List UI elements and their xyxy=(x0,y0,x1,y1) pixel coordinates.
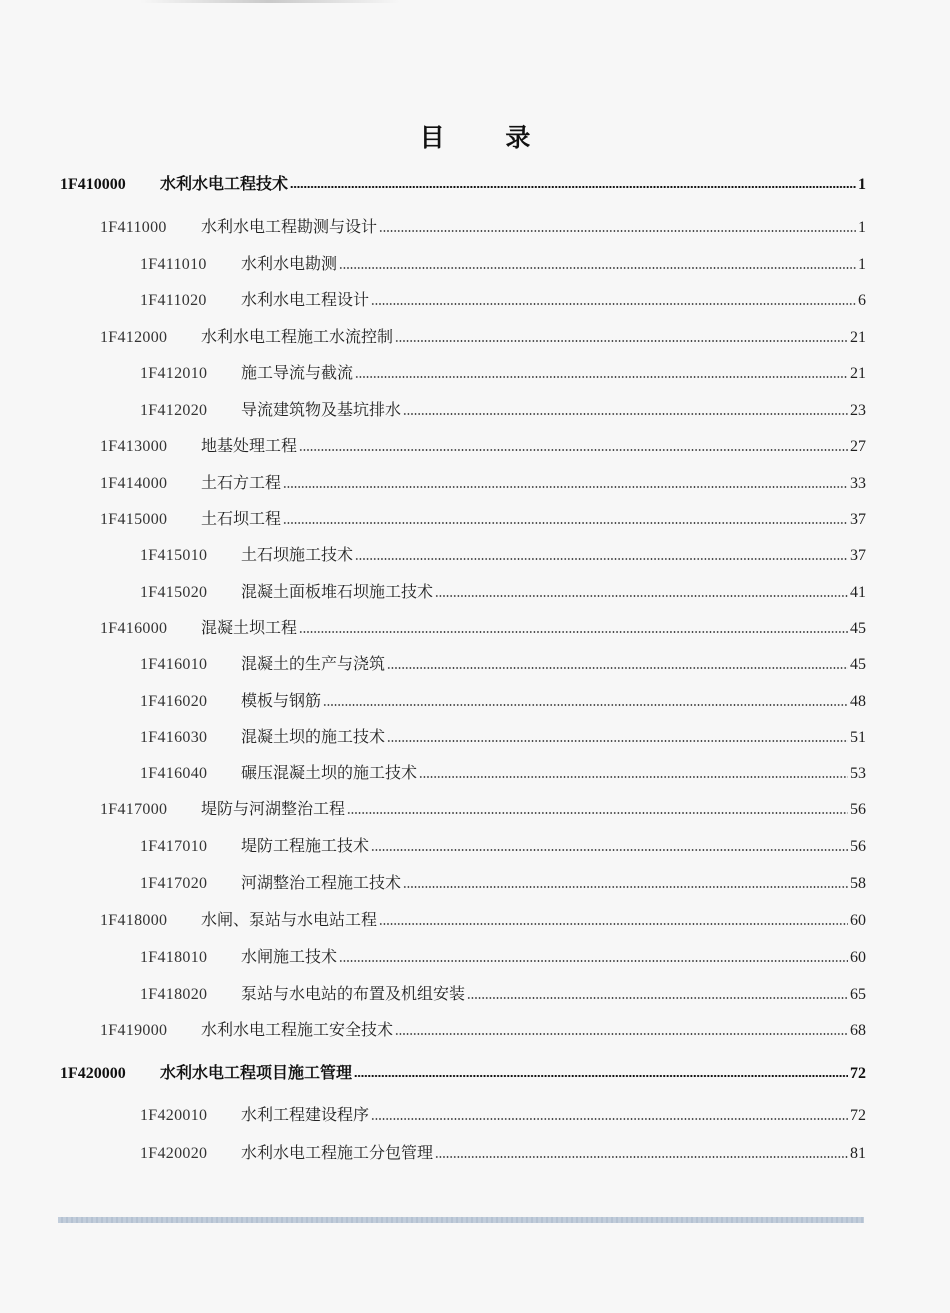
toc-code: 1F418010 xyxy=(140,949,208,966)
toc-entry-part[interactable] xyxy=(60,172,866,196)
toc-code: 1F416000 xyxy=(100,620,168,637)
toc-title: 混凝土坝工程 xyxy=(201,618,298,637)
toc-page-number: 1 xyxy=(858,256,866,273)
toc-page-number: 65 xyxy=(850,986,866,1003)
toc-code: 1F420020 xyxy=(140,1145,208,1162)
toc-title: 水利水电工程技术 xyxy=(160,174,289,193)
toc-title: 水利水电工程设计 xyxy=(241,290,370,309)
toc-entry-section[interactable] xyxy=(140,834,866,858)
toc-title: 水利水电工程施工安全技术 xyxy=(201,1020,394,1039)
dot-leader xyxy=(435,595,848,597)
toc-title: 碾压混凝土坝的施工技术 xyxy=(241,763,418,782)
page-title: 目 录 xyxy=(419,123,557,152)
toc-page-number: 23 xyxy=(850,402,866,419)
toc-entry-section[interactable] xyxy=(140,725,866,749)
toc-code: 1F414000 xyxy=(100,475,168,492)
dot-leader xyxy=(323,704,848,706)
toc-title: 混凝土面板堆石坝施工技术 xyxy=(241,582,434,601)
toc-page-number: 1 xyxy=(858,176,866,193)
toc-code: 1F415020 xyxy=(140,584,208,601)
dot-leader xyxy=(395,1033,848,1035)
toc-code: 1F411010 xyxy=(140,256,207,273)
toc-entry-chapter[interactable] xyxy=(100,215,866,239)
toc-page-number: 37 xyxy=(850,511,866,528)
toc-title: 水利水电工程勘测与设计 xyxy=(201,217,378,236)
toc-page-number: 1 xyxy=(858,219,866,236)
toc-title: 地基处理工程 xyxy=(201,436,298,455)
toc-entry-section[interactable] xyxy=(140,1103,866,1127)
toc-title: 堤防与河湖整治工程 xyxy=(201,799,346,818)
toc-page-number: 81 xyxy=(850,1145,866,1162)
toc-entry-section[interactable] xyxy=(140,361,866,385)
toc-page-number: 45 xyxy=(850,656,866,673)
toc-entry-part[interactable] xyxy=(60,1061,866,1085)
toc-code: 1F420000 xyxy=(60,1065,126,1082)
toc-entry-section[interactable] xyxy=(140,982,866,1006)
toc-page-number: 56 xyxy=(850,801,866,818)
toc-code: 1F412020 xyxy=(140,402,208,419)
toc-entry-section[interactable] xyxy=(140,761,866,785)
dot-leader xyxy=(387,667,848,669)
toc-code: 1F416030 xyxy=(140,729,208,746)
toc-code: 1F419000 xyxy=(100,1022,168,1039)
toc-title: 水利水电勘测 xyxy=(241,254,338,273)
dot-leader xyxy=(403,413,848,415)
toc-code: 1F417000 xyxy=(100,801,168,818)
toc-code: 1F413000 xyxy=(100,438,168,455)
toc-entry-chapter[interactable] xyxy=(100,797,866,821)
toc-title: 施工导流与截流 xyxy=(241,363,354,382)
toc-page-number: 41 xyxy=(850,584,866,601)
toc-page-number: 60 xyxy=(850,949,866,966)
toc-page-number: 6 xyxy=(858,292,866,309)
dot-leader xyxy=(290,186,856,189)
toc-page-number: 56 xyxy=(850,838,866,855)
toc-title: 土石坝工程 xyxy=(201,509,282,528)
toc-code: 1F416010 xyxy=(140,656,208,673)
toc-page-number: 68 xyxy=(850,1022,866,1039)
toc-entry-section[interactable] xyxy=(140,580,866,604)
toc-title: 泵站与水电站的布置及机组安装 xyxy=(241,984,466,1003)
dot-leader xyxy=(395,340,848,342)
toc-entry-chapter[interactable] xyxy=(100,1018,866,1042)
toc-title: 土石方工程 xyxy=(201,473,282,492)
dot-leader xyxy=(371,1118,848,1120)
toc-title: 水利水电工程施工水流控制 xyxy=(201,327,394,346)
toc-page-number: 21 xyxy=(850,365,866,382)
dot-leader xyxy=(283,486,848,488)
toc-code: 1F410000 xyxy=(60,176,126,193)
toc-entry-section[interactable] xyxy=(140,288,866,312)
toc-page-number: 72 xyxy=(850,1065,866,1082)
dot-leader xyxy=(354,1075,848,1078)
toc-title: 水闸、泵站与水电站工程 xyxy=(201,910,378,929)
toc-title: 水利水电工程施工分包管理 xyxy=(241,1143,434,1162)
toc-code: 1F416020 xyxy=(140,693,208,710)
toc-code: 1F420010 xyxy=(140,1107,208,1124)
toc-page-number: 21 xyxy=(850,329,866,346)
dot-leader xyxy=(435,1156,848,1158)
toc-title: 混凝土的生产与浇筑 xyxy=(241,654,386,673)
toc-title: 模板与钢筋 xyxy=(241,691,322,710)
toc-code: 1F415010 xyxy=(140,547,208,564)
toc-code: 1F412000 xyxy=(100,329,168,346)
dot-leader xyxy=(339,960,848,962)
dot-leader xyxy=(379,923,848,925)
toc-entry-chapter[interactable] xyxy=(100,507,866,531)
toc-code: 1F417020 xyxy=(140,875,208,892)
toc-code: 1F412010 xyxy=(140,365,208,382)
toc-page-number: 45 xyxy=(850,620,866,637)
toc-entry-chapter[interactable] xyxy=(100,325,866,349)
dot-leader xyxy=(387,740,848,742)
dot-leader xyxy=(347,812,848,814)
dot-leader xyxy=(467,997,848,999)
toc-entry-section[interactable] xyxy=(140,543,866,567)
dot-leader xyxy=(355,376,848,378)
toc-entry-chapter[interactable] xyxy=(100,616,866,640)
toc-title: 混凝土坝的施工技术 xyxy=(241,727,386,746)
toc-entry-section[interactable] xyxy=(140,652,866,676)
toc-page-number: 27 xyxy=(850,438,866,455)
toc-page-number: 33 xyxy=(850,475,866,492)
toc-entry-section[interactable] xyxy=(140,252,866,276)
dot-leader xyxy=(355,558,848,560)
toc-entry-chapter[interactable] xyxy=(100,471,866,495)
scan-top-edge xyxy=(140,0,400,3)
toc-code: 1F417010 xyxy=(140,838,208,855)
toc-title: 导流建筑物及基坑排水 xyxy=(241,400,402,419)
toc-entry-chapter[interactable] xyxy=(100,908,866,932)
toc-title: 水利水电工程项目施工管理 xyxy=(160,1063,353,1082)
toc-page-number: 51 xyxy=(850,729,866,746)
toc-code: 1F418020 xyxy=(140,986,208,1003)
toc-code: 1F411020 xyxy=(140,292,207,309)
dot-leader xyxy=(371,303,856,305)
toc-page-number: 60 xyxy=(850,912,866,929)
dot-leader xyxy=(299,449,848,451)
toc-page-number: 72 xyxy=(850,1107,866,1124)
dot-leader xyxy=(379,230,856,232)
dot-leader xyxy=(419,776,848,778)
dot-leader xyxy=(403,886,848,888)
toc-title: 土石坝施工技术 xyxy=(241,545,354,564)
toc-entry-section[interactable] xyxy=(140,871,866,895)
toc-title: 河湖整治工程施工技术 xyxy=(241,873,402,892)
dot-leader xyxy=(283,522,848,524)
toc-code: 1F418000 xyxy=(100,912,168,929)
toc-entry-section[interactable] xyxy=(140,689,866,713)
toc-entry-chapter[interactable] xyxy=(100,434,866,458)
toc-title: 堤防工程施工技术 xyxy=(241,836,370,855)
toc-entry-section[interactable] xyxy=(140,945,866,969)
toc-page-number: 48 xyxy=(850,693,866,710)
toc-code: 1F416040 xyxy=(140,765,208,782)
dot-leader xyxy=(299,631,848,633)
dot-leader xyxy=(371,849,848,851)
footer-decorative-rule xyxy=(58,1217,864,1223)
toc-page-number: 53 xyxy=(850,765,866,782)
toc-title: 水利工程建设程序 xyxy=(241,1105,370,1124)
toc-page-number: 58 xyxy=(850,875,866,892)
toc-title: 水闸施工技术 xyxy=(241,947,338,966)
toc-code: 1F411000 xyxy=(100,219,167,236)
toc-page-number: 37 xyxy=(850,547,866,564)
toc-entry-section[interactable] xyxy=(140,398,866,422)
toc-code: 1F415000 xyxy=(100,511,168,528)
toc-entry-section[interactable] xyxy=(140,1141,866,1165)
dot-leader xyxy=(339,267,856,269)
